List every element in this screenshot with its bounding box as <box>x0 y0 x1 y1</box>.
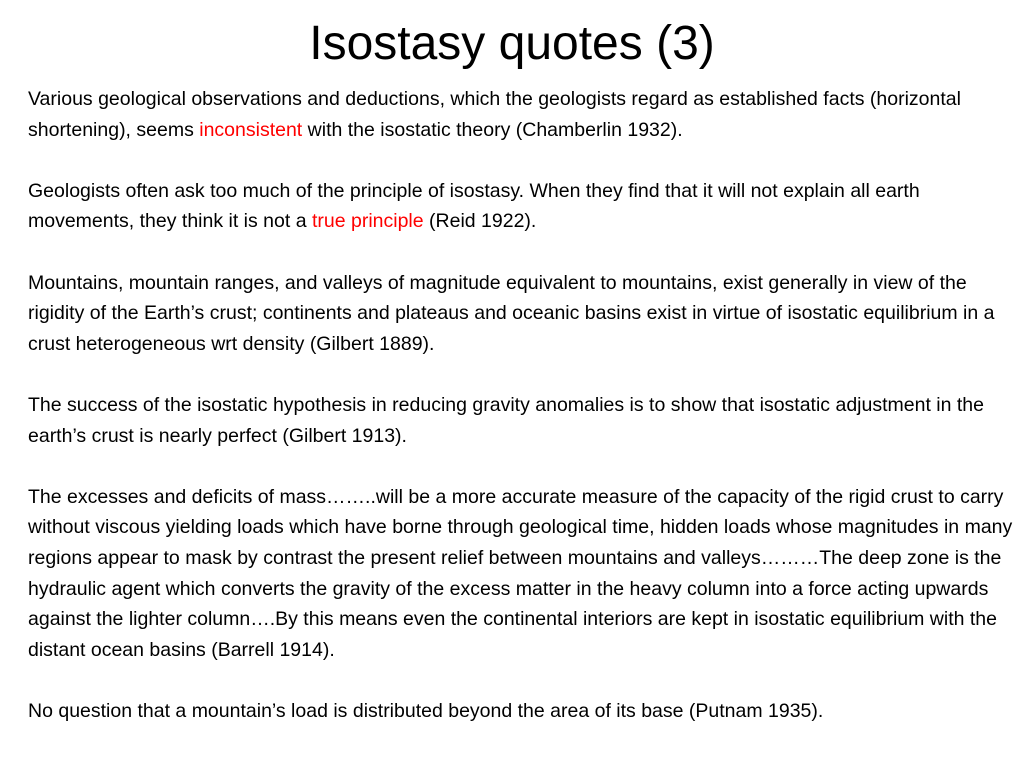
quote-reid-1922 <box>28 176 1020 237</box>
quote-text: (Reid 1922). <box>423 210 537 233</box>
quote-gilbert-1889: Mountains, mountain ranges, and valleys of magnitude equivalent to mountains, exist generally in view of the rigidity of the Earth’s crust; continents and plateaus and oceanic basins exist in virtue of isostatic equilibrium in a crust heterogeneous wrt density (Gilbert 1889). <box>28 271 995 355</box>
quote-text: Various geological observations and deductions, which the geologists regard as established facts (horizontal shortening), seems <box>28 88 961 141</box>
quote-gilbert-1913: The success of the isostatic hypothesis in reducing gravity anomalies is to show that isostatic adjustment in the earth’s crust is nearly perfect (Gilbert 1913). <box>28 393 984 447</box>
quote-text: with the isostatic theory (Chamberlin 1932). <box>302 118 683 141</box>
highlighted-word-inconsistent: inconsistent <box>199 118 303 141</box>
highlighted-phrase-true-principle: true principle <box>311 210 424 233</box>
quote-barrell-1914: The excesses and deficits of mass……..will be a more accurate measure of the capacity of the rigid crust to carry without viscous yielding loads which have borne through geological time, hidden loads whose magnitudes in many regions appear to mask by contrast the present relief between mountains and valleys………The deep zone is the hydraulic agent which converts the gravity of the excess matter in the heavy column into a force acting upwards against the lighter column….By this means even the continental interiors are kept in isostatic equilibrium with the distant ocean basins (Barrell 1914). <box>28 485 1013 661</box>
slide-body <box>28 84 1020 726</box>
slide-title: Isostasy quotes (3) <box>309 17 715 70</box>
quote-putnam-1935: No question that a mountain’s load is distributed beyond the area of its base (Putnam 1935). <box>28 699 824 722</box>
quote-text: Geologists often ask too much of the principle of isostasy. When they find that it will not explain all earth movements, they think it is not a <box>28 179 920 233</box>
quote-chamberlin-1932 <box>28 84 1020 145</box>
